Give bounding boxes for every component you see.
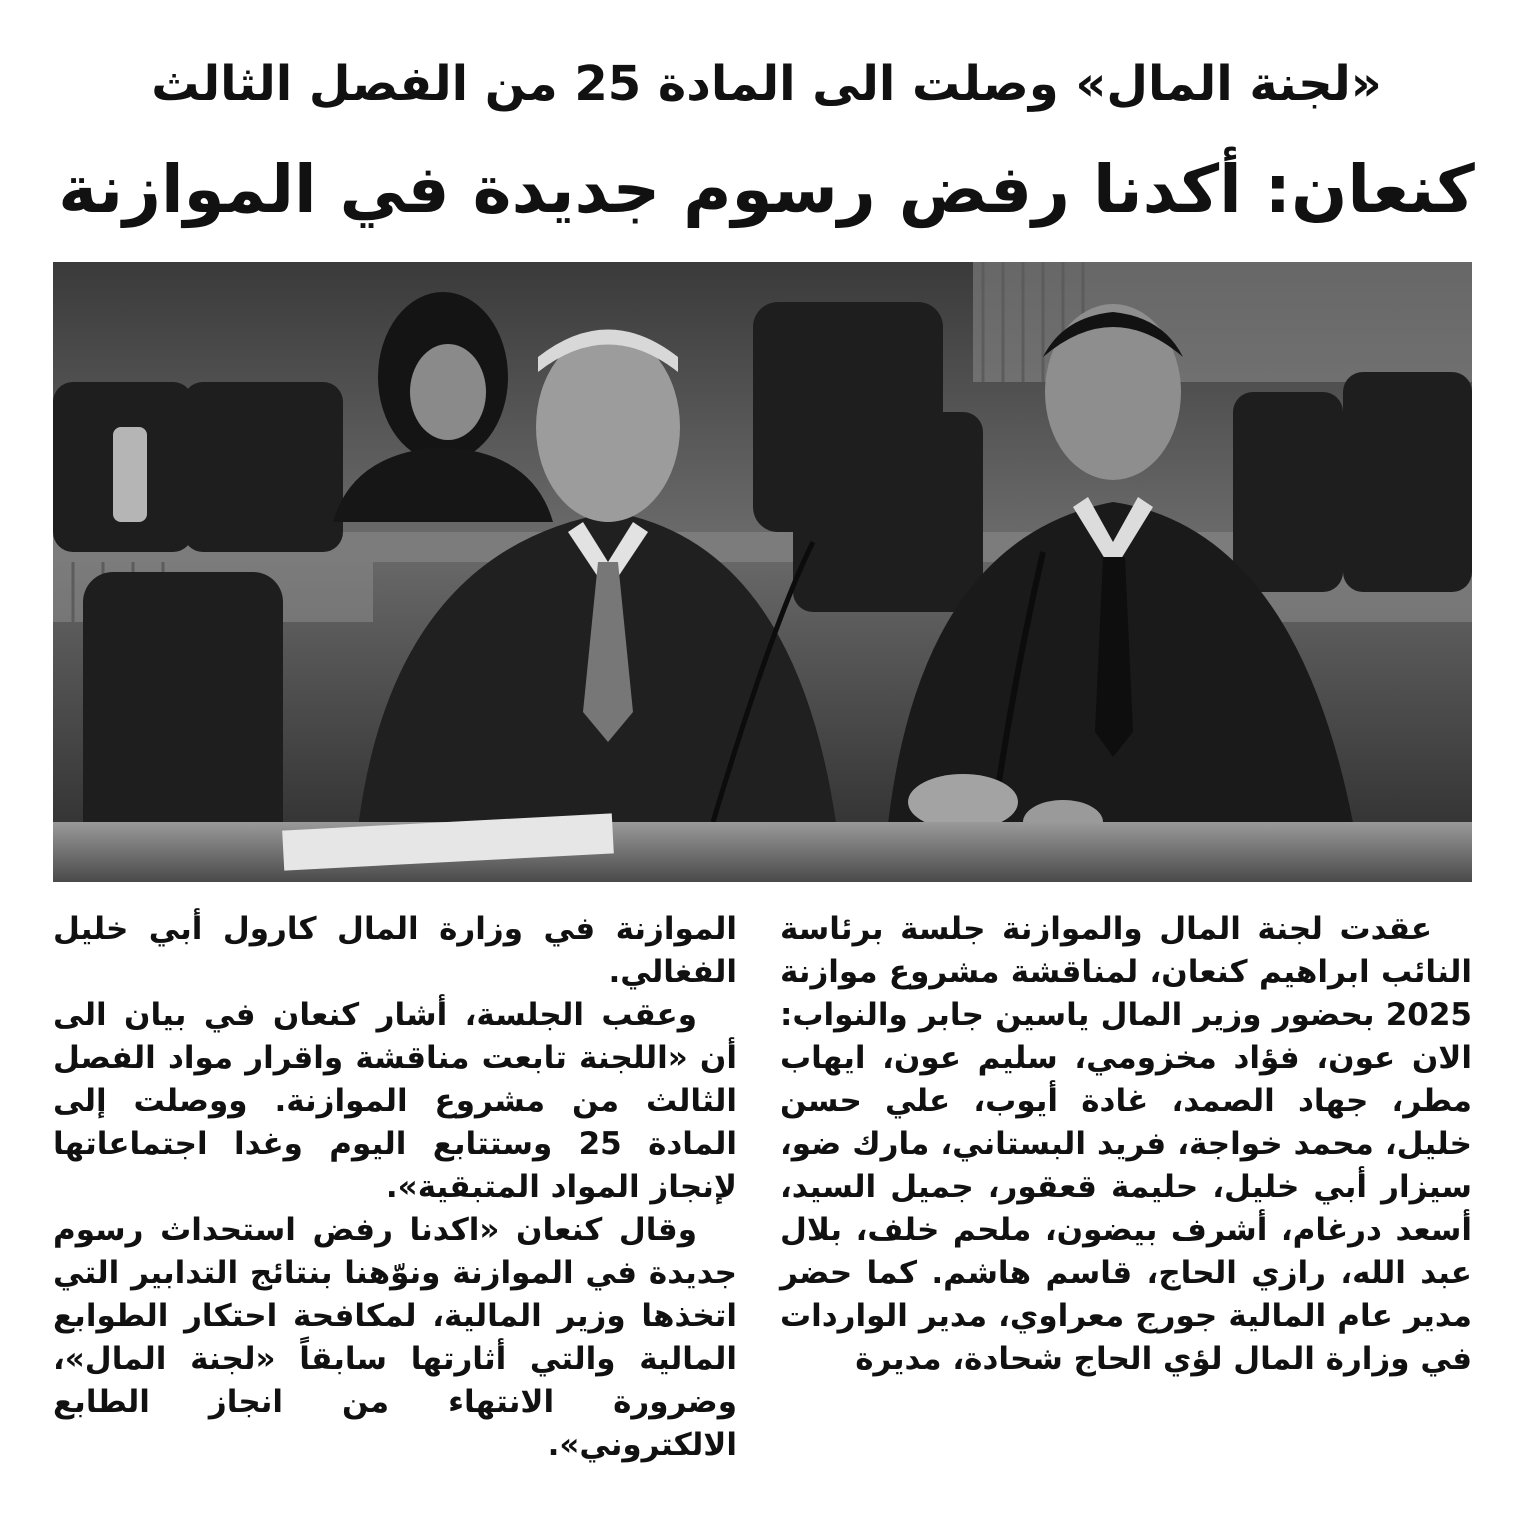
article-column-left	[53, 908, 737, 1467]
article-headline: كنعان: أكدنا رفض رسوم جديدة في الموازنة	[58, 151, 1475, 228]
committee-meeting-photo	[53, 262, 1472, 882]
article-kicker: «لجنة المال» وصلت الى المادة 25 من الفصل الثالث	[151, 56, 1382, 112]
body-paragraph: وعقب الجلسة، أشار كنعان في بيان الى أن «اللجنة تابعت مناقشة واقرار مواد الفصل الثالث من مشروع الموازنة. ووصلت إلى المادة 25 وستتابع اليوم وغدا اجتماعاتها لإنجاز المواد المتبقية».	[53, 997, 737, 1205]
article-column-right	[780, 908, 1472, 1381]
body-paragraph: عقدت لجنة المال والموازنة جلسة برئاسة النائب ابراهيم كنعان، لمناقشة مشروع موازنة 2025 بحضور وزير المال ياسين جابر والنواب: الان عون، فؤاد مخزومي، سليم عون، ايهاب مطر، جهاد الصمد، غادة أيوب، علي حسن خليل، محمد خواجة، فريد البستاني، مارك ضو، سيزار أبي خليل، حليمة قعقور، جميل السيد، أسعد درغام، أشرف بيضون، ملحم خلف، بلال عبد الله، رازي الحاج، قاسم هاشم. كما حضر مدير عام المالية جورج معراوي، مدير الواردات في وزارة المال لؤي الحاج شحادة، مديرة	[780, 911, 1472, 1377]
body-paragraph: وقال كنعان «اكدنا رفض استحداث رسوم جديدة في الموازنة ونوّهنا بنتائج التدابير التي اتخذها وزير المالية، لمكافحة احتكار الطوابع المالية والتي أثارتها سابقاً «لجنة المال»، وضرورة الانتهاء من انجاز الطابع الالكتروني».	[53, 1212, 737, 1463]
body-paragraph: الموازنة في وزارة المال كارول أبي خليل الفغالي.	[53, 911, 737, 990]
